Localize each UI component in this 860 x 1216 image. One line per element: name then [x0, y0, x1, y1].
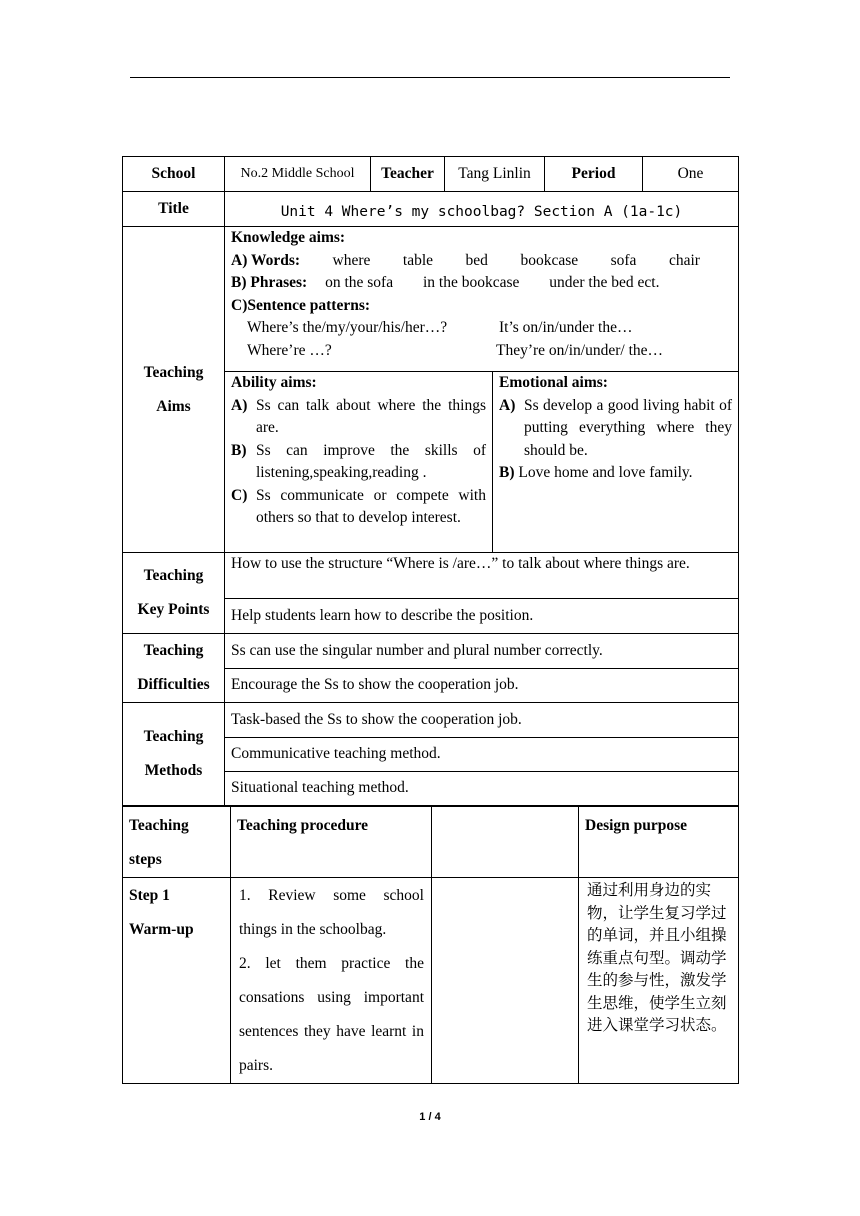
marker-c: C): [231, 486, 248, 504]
marker-b: B): [499, 464, 515, 481]
emotional-aim-b: [499, 462, 732, 485]
phrases-label: B) Phrases:: [231, 274, 308, 291]
steps-header-row: [123, 806, 739, 878]
pattern-answer-2: They’re on/in/under/ the…: [496, 341, 664, 359]
steps-header-line1: Teaching: [129, 817, 189, 834]
words-label: A) Words:: [231, 251, 301, 269]
emotional-aim-b-text: Love home and love family.: [518, 464, 693, 481]
pattern-question-2: Where’re …?: [247, 341, 332, 359]
method-2: Communicative teaching method.: [225, 738, 739, 772]
emotional-aims-heading: Emotional aims:: [499, 374, 608, 391]
key-points-label: [123, 553, 225, 634]
pattern-answer-1: It’s on/in/under the…: [499, 319, 633, 336]
ability-aim-b-text: Ss can improve the skills of listening,speaking,reading .: [256, 441, 486, 481]
school-value: No.2 Middle School: [225, 157, 371, 192]
knowledge-aims-row: [123, 227, 739, 372]
period-value: One: [643, 157, 739, 192]
title-value: Unit 4 Where’s my schoolbag? Section A (1a-1c): [225, 192, 739, 227]
ability-aim-a: [231, 395, 486, 440]
step-1-label: [123, 878, 231, 1084]
marker-b: B): [231, 441, 247, 459]
pattern-line-2: [231, 340, 732, 363]
purpose-column-header: [579, 806, 739, 878]
words-line: [231, 250, 732, 273]
marker-a: A): [231, 396, 248, 414]
teaching-aims-label-line1: Teaching: [143, 363, 204, 381]
purpose-header-text: Design purpose: [585, 817, 688, 834]
method-1: Task-based the Ss to show the cooperation job.: [225, 703, 739, 738]
teaching-steps-table: [122, 805, 739, 1084]
page-number: 1 / 4: [419, 1111, 441, 1123]
knowledge-aims-heading: Knowledge aims:: [231, 229, 346, 246]
methods-label-line2: Methods: [144, 762, 203, 779]
steps-header-line2: steps: [129, 851, 162, 868]
phrases-line: [231, 272, 732, 295]
phrase-item: under the bed ect.: [549, 274, 660, 291]
emotional-aim-a: [499, 395, 732, 463]
step-1-procedure-item: 2. let them practice the consations using important sentences they have learnt in pairs.: [239, 955, 424, 1074]
step-1-procedure: [231, 878, 432, 1084]
title-label: Title: [123, 192, 225, 227]
step-1-label-line2: Warm-up: [129, 921, 194, 938]
knowledge-aims-cell: [225, 227, 739, 372]
word-item: bookcase: [520, 251, 579, 269]
emotional-aim-a-text: Ss develop a good living habit of putting everything where they should be.: [524, 396, 732, 459]
ability-aim-c: [231, 485, 486, 530]
school-label: School: [123, 157, 225, 192]
step-1-procedure-item: 1. Review some school things in the schoolbag.: [239, 887, 424, 938]
word-item: where: [332, 251, 371, 269]
step-1-label-line1: Step 1: [129, 887, 170, 904]
ability-aim-c-text: Ss communicate or compete with others so that to develop interest.: [256, 486, 486, 526]
teacher-label: Teacher: [371, 157, 445, 192]
difficulties-label-line2: Difficulties: [137, 676, 210, 693]
difficulties-label-line1: Teaching: [143, 642, 204, 659]
procedure-column-header: [231, 806, 432, 878]
key-points-row-1: [123, 553, 739, 599]
teaching-aims-label-line2: Aims: [156, 397, 191, 415]
method-3: Situational teaching method.: [225, 772, 739, 806]
methods-label-line1: Teaching: [143, 728, 204, 745]
lesson-plan-sheet: [122, 156, 738, 1084]
ability-aims-cell: [225, 372, 493, 553]
ability-aim-a-text: Ss can talk about where the things are.: [256, 396, 486, 436]
title-row: [123, 192, 739, 227]
difficulty-1: Ss can use the singular number and plural number correctly.: [225, 634, 739, 669]
key-points-label-line2: Key Points: [137, 601, 210, 618]
emotional-aims-cell: [493, 372, 739, 553]
steps-column-header: [123, 806, 231, 878]
word-item: sofa: [610, 251, 637, 269]
key-point-1: How to use the structure “Where is /are…” to talk about where things are.: [225, 553, 739, 599]
teacher-value: Tang Linlin: [445, 157, 545, 192]
phrase-item: on the sofa: [325, 274, 394, 291]
blank-column-header: [432, 806, 579, 878]
marker-a: A): [499, 396, 516, 414]
pattern-question-1: Where’s the/my/your/his/her…?: [247, 319, 448, 336]
word-item: bed: [465, 251, 488, 269]
period-label: Period: [545, 157, 643, 192]
difficulties-row-1: [123, 634, 739, 669]
methods-label: [123, 703, 225, 806]
step-1-blank-cell: [432, 878, 579, 1084]
key-point-2: Help students learn how to describe the position.: [225, 599, 739, 634]
header-rule: [130, 77, 730, 78]
difficulties-label: [123, 634, 225, 703]
step-1-row: [123, 878, 739, 1084]
patterns-heading: C)Sentence patterns:: [231, 296, 371, 314]
methods-row-1: [123, 703, 739, 738]
teaching-aims-label: [123, 227, 225, 553]
procedure-header-text: Teaching procedure: [237, 817, 369, 834]
pattern-line-1: [231, 317, 732, 340]
phrase-item: in the bookcase: [422, 274, 520, 291]
step-1-purpose: 通过利用身边的实物，让学生复习学过的单词，并且小组操练重点句型。调动学生的参与性，激发学生思维，使学生立刻进入课堂学习状态。: [579, 878, 739, 1084]
info-row: [123, 157, 739, 192]
word-item: chair: [668, 251, 700, 269]
difficulty-2: Encourage the Ss to show the cooperation job.: [225, 669, 739, 703]
ability-aim-b: [231, 440, 486, 485]
lesson-info-table: [122, 156, 739, 806]
ability-aims-heading: Ability aims:: [231, 374, 317, 391]
word-item: table: [402, 251, 434, 269]
key-points-label-line1: Teaching: [143, 567, 204, 584]
